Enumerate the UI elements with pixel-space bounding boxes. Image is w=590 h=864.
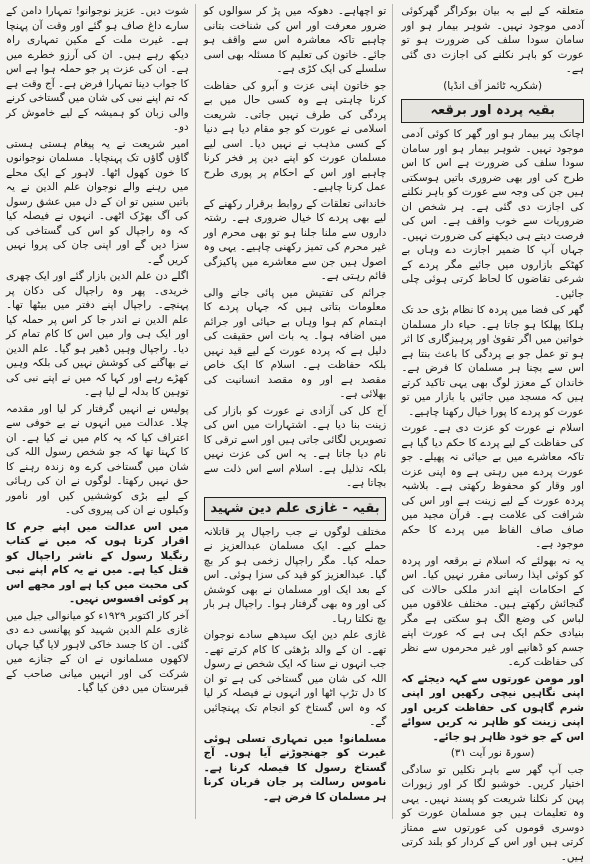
- article-paragraph: آخر کار اکتوبر ۱۹۲۹ء کو میانوالی جیل میں غازی علم الدین شہید کو پھانسی دے دی گئی۔ ان کا جسد خاکی لاہور لایا گیا جہاں لاکھوں مسلمانوں نے ان کے جنازے میں شرکت کی اور انہیں میانی صاحب کے قبرستان میں دفن کیا گیا۔: [6, 609, 189, 696]
- heading-purdah-burqa: بقیہ پردہ اور برقعہ: [401, 99, 584, 123]
- article-paragraph: آج کل کی آزادی نے عورت کو بازار کی زینت بنا دیا ہے۔ اشتہارات میں اس کی تصویریں لگائی جاتی ہیں اور اسے ترقی کا نام دیا جاتا ہے۔ یہ اس کی عزت نہیں بلکہ تذلیل ہے۔ اسلام اسے اس ذلت سے بچاتا ہے۔: [204, 404, 387, 491]
- quran-quote: اور مومن عورتوں سے کہہ دیجئے کہ اپنی نگاہیں نیچی رکھیں اور اپنی شرم گاہوں کی حفاظت کریں اور اپنی زینت کو ظاہر نہ کریں سوائے اس کے جو خود ظاہر ہو جائے۔: [401, 672, 584, 745]
- article-paragraph: تو اچھاہے۔ دھوکہ میں پڑ کر سوالوں کو ضرور معرفت اور اس کی شناخت بتانی چاہیے تاکہ معاشرہ اس سے واقف ہو جائے۔ خاتون کی تعلیم کا مسئلہ بھی اسی سلسلے کی ایک کڑی ہے۔: [204, 4, 387, 77]
- article-paragraph: اسلام نے عورت کو عزت دی ہے۔ عورت کی حفاظت کے لیے پردے کا حکم دیا گیا ہے تاکہ معاشرے میں بے حیائی نہ پھیلے۔ جو عورت پردے میں رہتی ہے وہ اپنی عزت اور وقار کو محفوظ رکھتی ہے۔ بلاشبہ پردہ عورت کے لیے زینت ہے اور اس کی شرافت کی علامت ہے۔ قرآن مجید میں صاف صاف الفاظ میں پردے کا حکم موجود ہے۔: [401, 421, 584, 552]
- article-paragraph: پولیس نے انہیں گرفتار کر لیا اور مقدمہ چلا۔ عدالت میں انہوں نے بے خوفی سے اعتراف کیا کہ یہ کام میں نے کیا ہے۔ ان کا کہنا تھا کہ جو شخص رسول اللہ کی شان میں گستاخی کرے وہ زندہ رہنے کا حق نہیں رکھتا۔ لوگوں نے ان کی رہائی کے لیے بڑی کوششیں کیں اور نامور وکیلوں نے ان کی پیروی کی۔: [6, 402, 189, 518]
- court-statement-quote: میں اس عدالت میں اپنے جرم کا اقرار کرتا ہوں کہ میں نے کتاب رنگیلا رسول کے ناشر راجپال کو قتل کیا ہے۔ میں نے یہ کام اپنے نبی کی محبت میں کیا ہے اور مجھے اس پر کوئی افسوس نہیں۔: [6, 520, 189, 607]
- article-paragraph: اگلے دن علم الدین بازار گئے اور ایک چھری خریدی۔ پھر وہ راجپال کی دکان پر پہنچے۔ راجپال اپنے دفتر میں بیٹھا تھا۔ علم الدین نے اندر جا کر اس پر حملہ کیا اور ایک ہی وار میں اس کا کام تمام کر دیا۔ راجپال وہیں ڈھیر ہو گیا۔ علم الدین نے بھاگنے کی کوشش نہیں کی بلکہ وہیں کھڑے رہے اور کہا کہ میں نے اپنے نبی کی توہین کا بدلہ لے لیا ہے۔: [6, 269, 189, 400]
- quran-reference: (سورۃ نور آیت ۳۱): [401, 746, 584, 761]
- article-paragraph: جرائم کی تفتیش میں پائی جانے والی معلومات بتاتی ہیں کہ جہاں پردے کا اہتمام کم ہوا وہاں بے حیائی اور جرائم میں اضافہ ہوا۔ یہ بات اس حقیقت کی دلیل ہے کہ پردہ عورت کے لیے قید نہیں بلکہ حفاظت ہے۔ اسلام کا ایک خاص مقصد ہے اور وہ مقصد انسانیت کی بھلائی ہے۔: [204, 286, 387, 402]
- article-paragraph: جو خاتون اپنی عزت و آبرو کی حفاظت کرنا چاہتی ہے وہ کسی حال میں بے پردگی کی طرف نہیں جاتی۔ شریعت اسلامی نے عورت کو جو مقام دیا ہے دنیا کے کسی مذہب نے نہیں دیا۔ اسی لیے مسلمان عورت کو اپنے دین پر فخر کرنا چاہیے اور اس کے احکام پر پوری طرح عمل کرنا چاہیے۔: [204, 79, 387, 195]
- article-paragraph: خاندانی تعلقات کے روابط برقرار رکھنے کے لیے بھی پردے کا خیال ضروری ہے۔ رشتہ داروں سے ملنا جلنا ہو تو بھی محرم اور غیر محرم کی تمیز رکھنی چاہیے۔ یہی وہ اصول ہیں جن سے معاشرے میں پاکیزگی قائم رہتی ہے۔: [204, 197, 387, 284]
- article-paragraph: مختلف لوگوں نے جب راجپال پر قاتلانہ حملے کیے۔ ایک مسلمان عبدالعزیز نے حملہ کیا۔ مگر راجپال زخمی ہو کر بچ گیا۔ عبدالعزیز کو قید کی سزا ہوئی۔ اس کے بعد ایک اور مسلمان نے بھی کوشش کی اور وہ بھی گرفتار ہوا۔ راجپال ہر بار بچ نکلتا رہا۔: [204, 525, 387, 627]
- article-tail-text: متعلقہ کے لیے بہ بیان بوکراگر گھرکوئی آدمی موجود نہیں۔ شوہر بیمار ہو اور سامان سودا سلف کی ضرورت ہو تو عورت کو باہر نکلنے کی اجازت دی گئی ہے۔: [401, 4, 584, 77]
- column-left: [6, 4, 196, 819]
- heading-ghazi-ilm-din: بقیہ - غازی علم دین شہید: [204, 497, 387, 521]
- column-middle: [204, 4, 394, 819]
- source-credit: (شکریہ ٹائمز آف انڈیا): [401, 79, 584, 94]
- article-paragraph: شوت دیں۔ عزیز نوجوانو! تمہارا دامن کے سارے داغ صاف ہو گئے اور وقت آن پہنچا ہے۔ غیرت ملت کے مکین تمہاری راہ دیکھ رہے ہیں۔ ان کی آرزو خطرے میں ہے۔ ان کی عزت پر جو حملہ ہوا ہے اس کا جواب دینا تمہارا فرض ہے۔ آج وقت ہے کہ تم اپنے نبی کی شان میں گستاخی کرنے والی زبان کو ہمیشہ کے لیے خاموش کر دو۔: [6, 4, 189, 135]
- article-paragraph: غازی علم دین ایک سیدھے سادے نوجوان تھے۔ ان کے والد بڑھئی کا کام کرتے تھے۔ جب انہوں نے سنا کہ ایک شخص نے رسول اللہ کی شان میں گستاخی کی ہے تو ان کا دل تڑپ اٹھا اور انہوں نے فیصلہ کر لیا کہ وہ اس گستاخ کو انجام تک پہنچائیں گے۔: [204, 628, 387, 730]
- article-paragraph: امیر شریعت نے یہ پیغام ہستی ہستی گاؤں گاؤں تک پہنچایا۔ مسلمان نوجوانوں کا خون کھول اٹھا۔ لاہور کے ایک محلے میں رہنے والے نوجوان علم الدین نے یہ باتیں سنیں تو ان کے دل میں عشق رسول کی آگ بھڑک اٹھی۔ انہوں نے فیصلہ کیا کہ وہ راجپال کو اس کی گستاخی کی سزا دیں گے اور اپنی جان کی پروا نہیں کریں گے۔: [6, 137, 189, 268]
- article-paragraph: اچانک پیر بیمار ہو اور گھر کا کوئی آدمی موجود نہیں۔ شوہر بیمار ہو اور سامان سودا سلف کی ضرورت ہے اس کا اس طرح کی اور بھی ضروری باتیں ہوسکتی ہیں جن کی وجہ سے عورت کو باہر نکلنے کی اجازت دی گئی ہے۔ ہر شخص ان ضروریات سے خوب واقف ہے۔ اس کی فرصت دیتے ہی دیکھنے کی ضرورت نہیں۔ جہاں آپ کا ضمیر اجازت دے وہاں بے کھٹکے بازاروں میں جائیے مگر پردے کے شرعی تقاضوں کا لحاظ کرتی ہوئی چلی جائیں۔: [401, 127, 584, 301]
- article-paragraph: جب آپ گھر سے باہر نکلیں تو سادگی اختیار کریں۔ خوشبو لگا کر اور زیورات پہن کر نکلنا شریعت کو پسند نہیں۔ یہی وہ تعلیمات ہیں جو مسلمان عورت کو دوسری قوموں کی عورتوں سے ممتاز کرتی ہیں اور اس کے کردار کو بلند کرتی ہیں۔: [401, 763, 584, 864]
- article-paragraph: گھر کی فضا میں پردہ کا نظام بڑی حد تک ہلکا پھلکا ہو جاتا ہے۔ حیاء دار مسلمان خواتین میں اگر تقویٰ اور پرہیزگاری کا اثر ہو تو عمل جو بے پردگی کا باعث بنتا ہے اس سے بچنا ہر مسلمان کا فرض ہے۔ خاندان کے معزز لوگ بھی یہی تاکید کرتے ہیں کہ مسجد میں جائیں یا بازار میں تو عورت کو پردے کا پورا خیال رکھنا چاہیے۔: [401, 303, 584, 419]
- article-paragraph: یہ نہ بھولئے کہ اسلام نے برقعہ اور پردہ کو کوئی ایذا رسانی مقرر نہیں کیا۔ اس کے احکامات اپنے اندر ملکی حالات کی گنجائش رکھتے ہیں۔ مختلف علاقوں میں لباس کی وضع الگ ہو سکتی ہے مگر بنیادی حکم ایک ہی ہے کہ عورت اپنے جسم کو ڈھانپے اور غیر محرموں سے نظر کی حفاظت کرے۔: [401, 554, 584, 670]
- column-right: [401, 4, 584, 819]
- quoted-speech: مسلمانو! میں تمہاری تسلی ہوئی غیرت کو جھنجوڑنے آیا ہوں۔ آج گستاخ رسول کا فیصلہ کرنا ہے۔ ناموس رسالت پر جان قربان کرنا ہر مسلمان کا فرض ہے۔: [204, 732, 387, 805]
